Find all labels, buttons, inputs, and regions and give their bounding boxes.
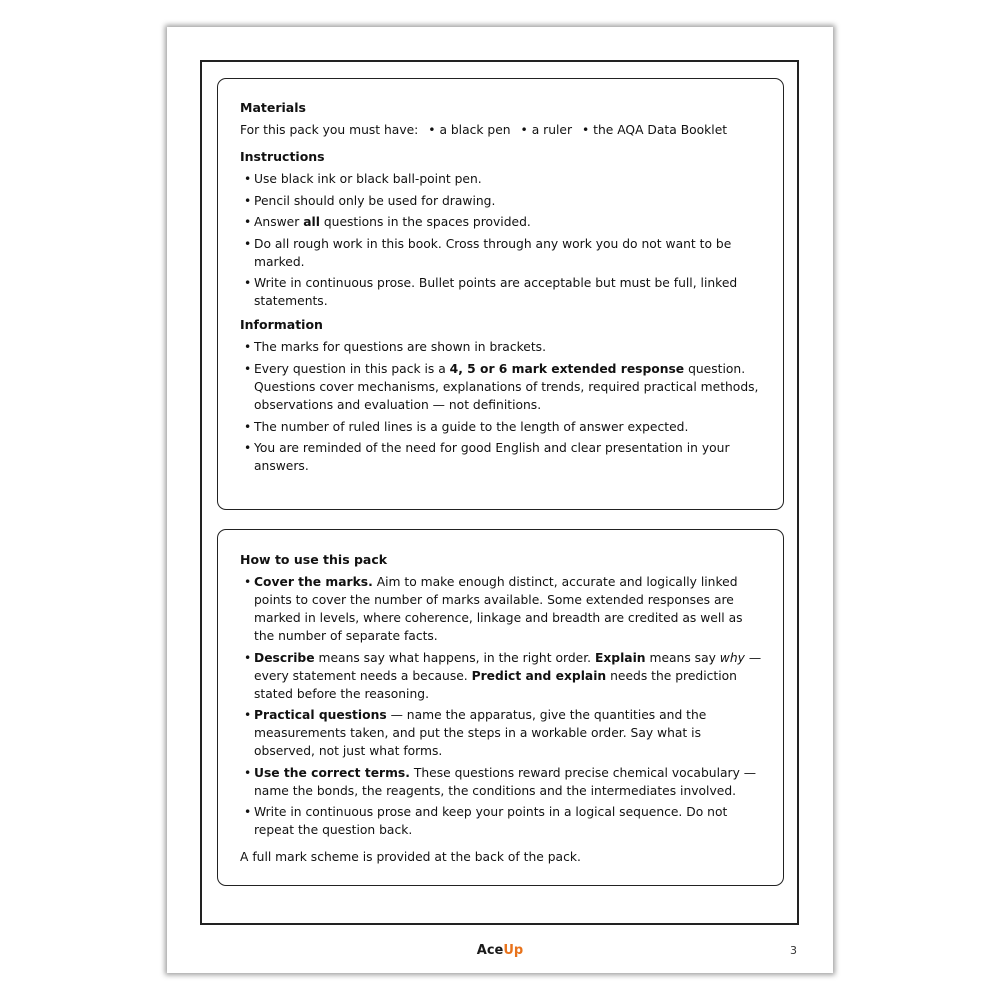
- how-to-use-list: [240, 573, 763, 839]
- materials-heading: Materials: [240, 100, 306, 115]
- materials-line: [240, 121, 763, 139]
- instructions-heading: Instructions: [240, 149, 325, 164]
- brand-logo: AceUp: [476, 943, 524, 958]
- information-item: • Every question in this pack is a 4, 5 or 6 mark extended response question. Questions cover mechanisms, explanations of trends, required practical methods, observations and evaluation — not definitions.: [240, 360, 763, 414]
- tip-item-practical: • Practical questions — name the apparatus, give the quantities and the measurements taken, and put the steps in a workable order. Say what is observed, not just what forms.: [240, 706, 763, 760]
- page-number: 3: [790, 944, 797, 957]
- instruction-item: • Do all rough work in this book. Cross through any work you do not want to be marked.: [240, 235, 763, 271]
- information-list: [240, 338, 763, 475]
- materials-intro: For this pack you must have:: [240, 123, 419, 137]
- tip-item-describe-explain: • Describe means say what happens, in the right order. Explain means say why — every statement needs a because. Predict and explain needs the prediction stated before the reasoning.: [240, 649, 763, 703]
- information-item: • The number of ruled lines is a guide to the length of answer expected.: [240, 418, 763, 436]
- tip-item-terms: • Use the correct terms. These questions reward precise chemical vocabulary — name the bonds, the reagents, the conditions and the intermediates involved.: [240, 764, 763, 800]
- materials-item: • the AQA Data Booklet: [581, 123, 728, 137]
- instruction-item: • Answer all questions in the spaces provided.: [240, 213, 763, 231]
- instruction-item: • Pencil should only be used for drawing.: [240, 192, 763, 210]
- information-item: • The marks for questions are shown in brackets.: [240, 338, 763, 356]
- information-item: • You are reminded of the need for good English and clear presentation in your answers.: [240, 439, 763, 475]
- tip-item-cover-marks: • Cover the marks. Aim to make enough distinct, accurate and logically linked points to cover the number of marks available. Some extended responses are marked in levels, where coherence, linkage and breadth are credited as well as the number of separate facts.: [240, 573, 763, 645]
- how-to-use-box: [217, 529, 784, 886]
- materials-item: • a black pen: [428, 123, 511, 137]
- instructions-list: [240, 170, 763, 310]
- instruction-item: • Use black ink or black ball-point pen.: [240, 170, 763, 188]
- how-to-use-heading: How to use this pack: [240, 552, 388, 567]
- information-heading: Information: [240, 317, 323, 333]
- tip-item-prose: • Write in continuous prose and keep your points in a logical sequence. Do not repeat the question back.: [240, 803, 763, 839]
- materials-item: • a ruler: [520, 123, 573, 137]
- front-matter-box: [217, 78, 784, 510]
- mark-scheme-note: A full mark scheme is provided at the back of the pack.: [240, 850, 581, 865]
- instruction-item: • Write in continuous prose. Bullet points are acceptable but must be full, linked statements.: [240, 274, 763, 310]
